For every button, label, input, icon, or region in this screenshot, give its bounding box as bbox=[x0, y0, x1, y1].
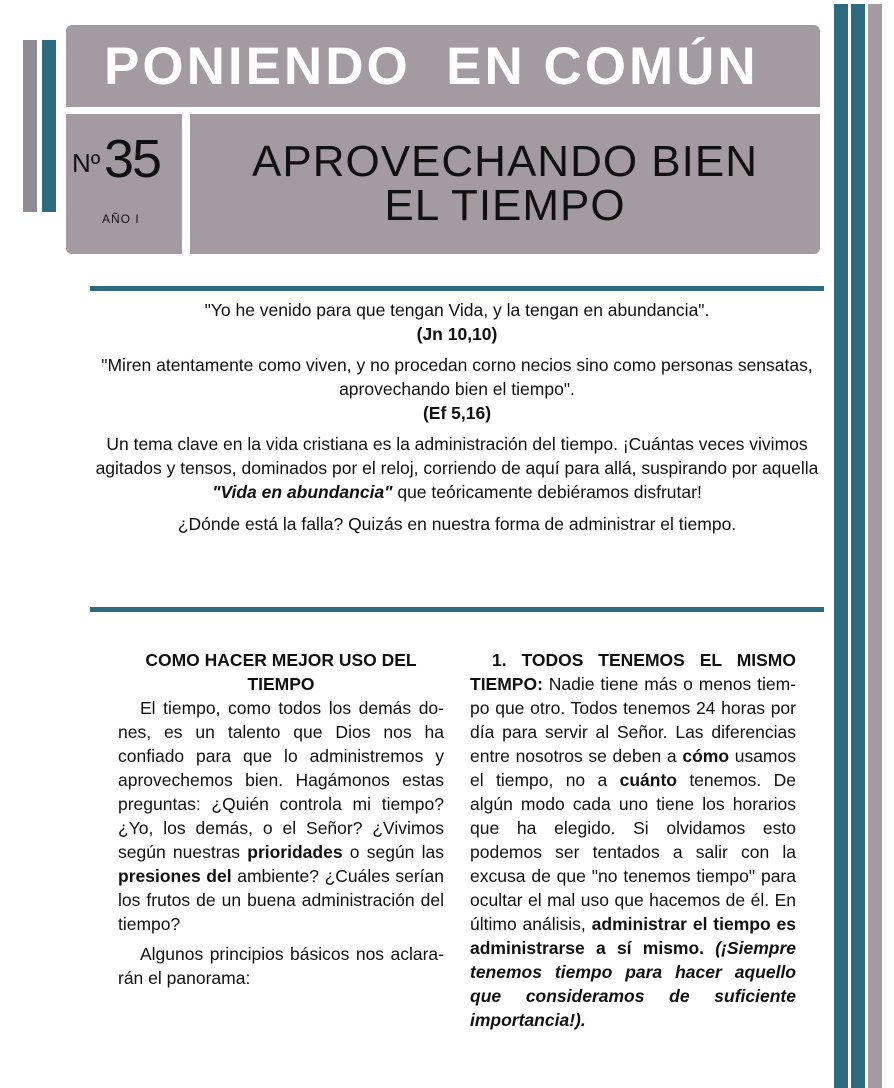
intro-emphasis: "Vida en abundancia" bbox=[212, 482, 393, 502]
issue-title-line-2: EL TIEMPO bbox=[384, 181, 626, 230]
issue-number-prefix: Nº bbox=[72, 148, 101, 178]
left-paragraph-1-text-c: ambiente? ¿Cuáles serían los frutos de un buena administración del tiempo? bbox=[118, 866, 444, 934]
right-deco-bar-blue-1 bbox=[834, 4, 848, 1088]
right-paragraph-1 bbox=[470, 648, 796, 1032]
citation-1: (Jn 10,10) bbox=[416, 324, 498, 344]
bold-prioridades: prioridades bbox=[247, 842, 343, 862]
left-deco-bar-blue bbox=[42, 40, 56, 212]
left-paragraph-1 bbox=[118, 696, 444, 936]
left-paragraph-1-text-a: El tiempo, como todos los demás dones, es un talento que Dios nos ha confiado para que lo administremos y aprovechemos bien. Hagámonos estas preguntas: ¿Quién controla mi tiempo? ¿Yo, los demás, o el Señor? ¿Vivimos según nuestras bbox=[118, 698, 444, 862]
bold-cuanto: cuánto bbox=[619, 770, 677, 790]
left-paragraph-2: Algunos principios básicos nos aclararán el panorama: bbox=[118, 944, 444, 988]
citation-2: (Ef 5,16) bbox=[422, 403, 492, 423]
intro-section bbox=[92, 298, 822, 536]
divider-bottom bbox=[90, 607, 824, 612]
bold-administrarse: administrar el tiempo es administrarse a sí mismo. bbox=[470, 914, 796, 958]
right-text-4 bbox=[704, 938, 715, 958]
bold-presiones: presiones del bbox=[118, 866, 232, 886]
right-deco-bar-gray bbox=[868, 4, 882, 1088]
divider-top bbox=[90, 286, 824, 291]
issue-number-box bbox=[66, 114, 182, 254]
intro-paragraph-1-text-a: Un tema clave en la vida cristiana es la administración del tiempo. ¡Cuántas veces vivimos agitados y tensos, dominados por el reloj, corriendo de aquí para allá, suspirando por aquella bbox=[95, 434, 819, 478]
bold-italic-closing: (¡Siempre tenemos tiempo para hacer aquello que consideramos de suficiente importancia!). bbox=[470, 938, 796, 1030]
series-title: PONIENDO EN COMÚN bbox=[104, 36, 759, 96]
left-column bbox=[118, 648, 444, 990]
right-column bbox=[470, 648, 796, 1032]
quote-1: "Yo he venido para que tengan Vida, y la tengan en abundancia". bbox=[204, 300, 710, 320]
intro-paragraph-1-text-b: que teóricamente debiéramos disfrutar! bbox=[392, 482, 702, 502]
series-header bbox=[66, 25, 820, 107]
issue-title-box bbox=[190, 114, 820, 254]
intro-paragraph-2: ¿Dónde está la falla? Quizás en nuestra forma de administrar el tiempo. bbox=[177, 514, 737, 534]
right-text-2: usamos el tiempo, no a bbox=[470, 746, 796, 790]
left-paragraph-1-text-mid: o según las bbox=[342, 842, 445, 862]
intro-paragraph-1 bbox=[92, 432, 822, 504]
section-heading: COMO HACER MEJOR USO DEL TIEMPO bbox=[145, 650, 417, 694]
bold-como: cómo bbox=[682, 746, 730, 766]
principle-1-heading: 1. TODOS TENEMOS EL MISMO TIEMPO: bbox=[470, 650, 796, 694]
issue-year: AÑO I bbox=[102, 212, 140, 226]
right-deco-bar-blue-2 bbox=[851, 4, 865, 1088]
left-deco-bar-gray bbox=[23, 40, 37, 212]
quote-2: "Miren atentamente como viven, y no procedan corno necios sino como personas sensatas, aprovechando bien el tiempo". bbox=[101, 355, 813, 399]
issue-title-line-1: APROVECHANDO BIEN bbox=[252, 137, 758, 186]
issue-number: 35 bbox=[104, 129, 161, 189]
right-text-3: tenemos. De algún modo cada uno tiene los horarios que ha elegido. Si olvidamos esto podemos ser tentados a salir con la excusa de que "no tenemos tiempo" para ocultar el mal uso que hacemos de él. En último análisis, bbox=[470, 770, 797, 934]
right-text-1: Nadie tiene más o menos tiempo que otro. Todos tenemos 24 horas por día para servir al Señor. Las diferencias entre nosotros se deben a bbox=[470, 674, 796, 766]
